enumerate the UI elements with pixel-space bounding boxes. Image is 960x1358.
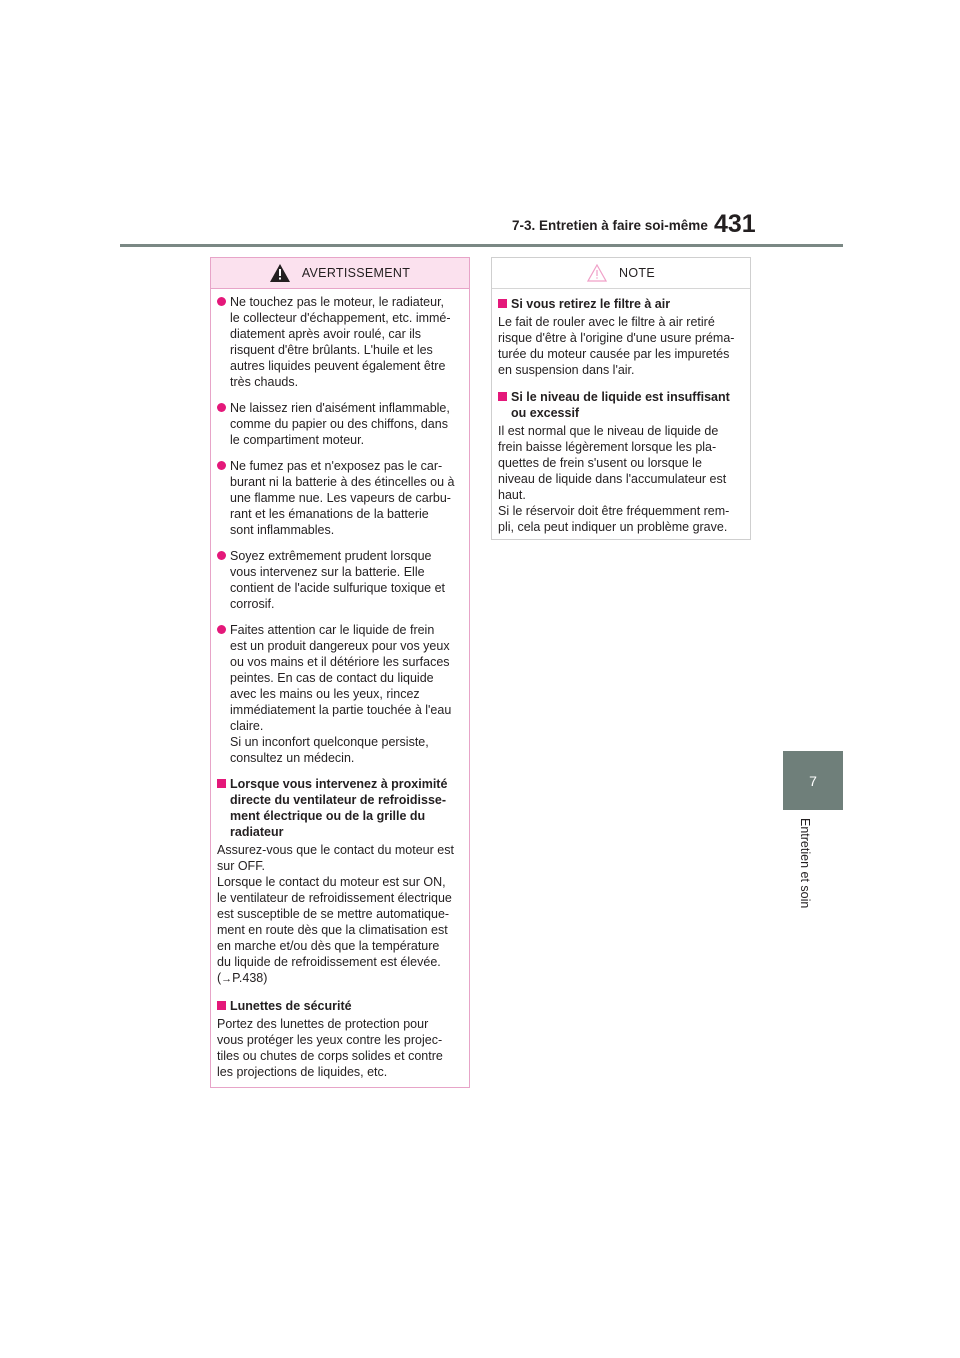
goggles-section-text: Portez des lunettes de protection pour vous protéger les yeux contre les projec- tiles ou chutes de corps solides et contre les projections de liquides, etc. <box>217 1017 443 1079</box>
warning-body <box>211 289 469 1080</box>
square-bullet-icon <box>498 299 507 308</box>
list-item: Faites attention car le liquide de frein est un produit dangereux pour vos yeux ou vos mains et il détériore les surfaces peintes. En cas de contact du liquide avec les mains ou les yeux, rincez immédiatement la partie touchée à l'eau claire. Si un inconfort quelconque persiste, consultez un médecin. <box>217 622 463 766</box>
square-bullet-icon <box>217 779 226 788</box>
chapter-tab <box>783 751 843 810</box>
bullet-icon <box>217 551 226 560</box>
note-box <box>491 257 751 540</box>
section-title: 7-3. Entretien à faire soi-même <box>512 218 708 233</box>
fan-section-heading: Lorsque vous intervenez à proximité directe du ventilateur de refroidisse- ment électrique ou de la grille du radiateur <box>217 776 463 840</box>
square-bullet-icon <box>498 392 507 401</box>
page-number: 431 <box>714 210 756 238</box>
bullet-icon <box>217 625 226 634</box>
note-title: NOTE <box>619 266 655 280</box>
page-reference[interactable]: (→P.438) <box>217 971 268 985</box>
warning-box <box>210 257 470 1088</box>
list-item: Soyez extrêmement prudent lorsque vous intervenez sur la batterie. Elle contient de l'acide sulfurique toxique et corrosif. <box>217 548 463 612</box>
goggles-section-heading: Lunettes de sécurité <box>217 998 463 1014</box>
warning-title: AVERTISSEMENT <box>301 266 411 280</box>
square-bullet-icon <box>217 1001 226 1010</box>
chapter-number: 7 <box>809 772 817 789</box>
caution-triangle-icon <box>587 264 607 282</box>
list-item: Ne fumez pas et n'exposez pas le car- burant ni la batterie à des étincelles ou à une flamme nue. Les vapeurs de carbu- rant et les émanations de la batterie sont inflammables. <box>217 458 463 538</box>
list-item: Ne touchez pas le moteur, le radiateur, le collecteur d'échappement, etc. immé- diatement après avoir roulé, car ils risquent d'être brûlants. L'huile et les autres liquides peuvent également être très chauds. <box>217 294 463 390</box>
chapter-label: Entretien et soin <box>798 818 812 909</box>
fluid-level-heading: Si le niveau de liquide est insuffisant ou excessif <box>498 389 744 421</box>
bullet-icon <box>217 403 226 412</box>
bullet-icon <box>217 461 226 470</box>
arrow-right-icon: → <box>221 973 233 985</box>
fluid-level-text: Il est normal que le niveau de liquide de frein baisse légèrement lorsque les pla- quettes de frein s'usent ou lorsque le niveau de liquide dans l'accumulateur est haut. Si le réservoir doit être fréquemment rem- pli, cela peut indiquer un problème grave. <box>498 424 730 534</box>
air-filter-heading: Si vous retirez le filtre à air <box>498 296 744 312</box>
warning-triangle-icon <box>270 264 290 282</box>
bullet-icon <box>217 297 226 306</box>
fan-section-text: Assurez-vous que le contact du moteur est sur OFF. Lorsque le contact du moteur est sur ON, le ventilateur de refroidissement électrique est susceptible de se mettre automatique- ment en route dès que la climatisation est en marche et/ou dès que la température du liquide de refroidissement est élevée. (→P.438) <box>217 843 454 985</box>
air-filter-text: Le fait de rouler avec le filtre à air retiré risque d'être à l'origine d'une usure préma- turée du moteur causée par les impuretés en suspension dans l'air. <box>498 315 735 377</box>
warning-header <box>211 258 469 289</box>
note-header <box>492 258 750 289</box>
header-rule <box>120 244 843 247</box>
list-item: Ne laissez rien d'aisément inflammable, comme du papier ou des chiffons, dans le compartiment moteur. <box>217 400 463 448</box>
note-body <box>492 289 750 535</box>
